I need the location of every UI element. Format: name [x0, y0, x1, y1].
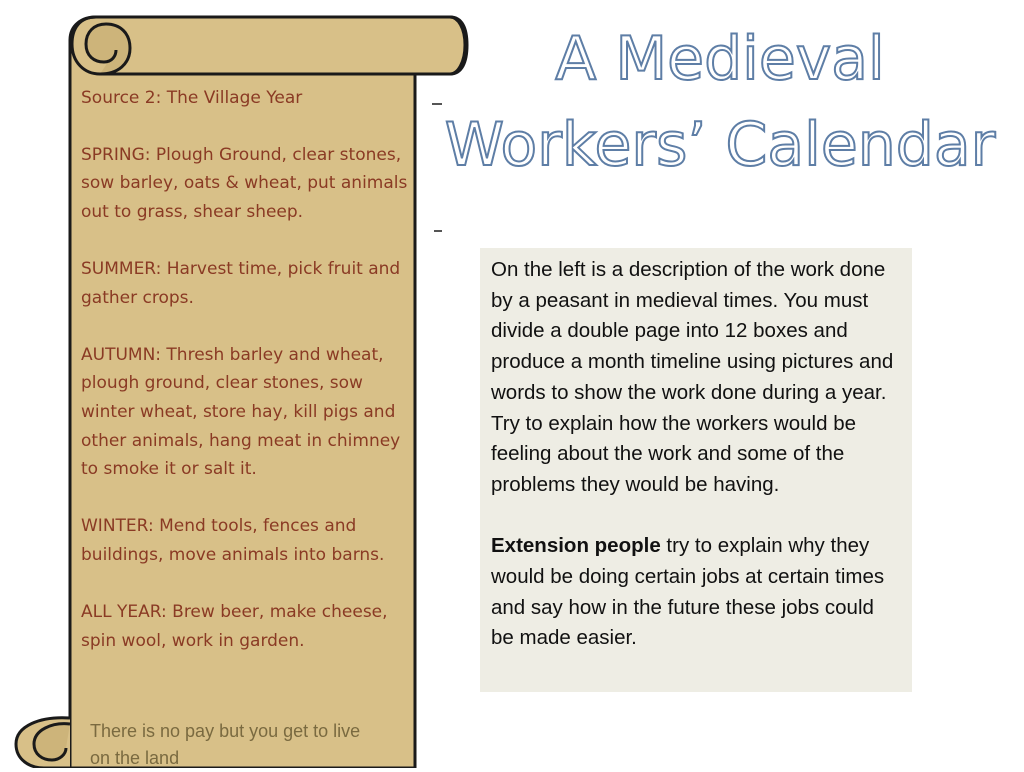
title-line-1: A Medieval — [555, 24, 885, 94]
source-title: Source 2: The Village Year — [81, 88, 303, 108]
extension-paragraph — [491, 531, 902, 654]
task-instructions-box — [480, 248, 912, 692]
village-year-text — [81, 84, 411, 684]
extension-text: try to explain why they would be doing certain jobs at certain times and say how in the future these jobs could be made easier. — [491, 534, 885, 650]
season-winter: WINTER: Mend tools, fences and buildings, move animals into barns. — [81, 516, 385, 565]
stray-mark — [432, 103, 442, 105]
task-paragraph-1: On the left is a description of the work done by a peasant in medieval times. You must divide a double page into 12 boxes and produce a month timeline using pictures and words to show the work done during a year. — [491, 258, 894, 404]
extension-label: Extension people — [491, 534, 661, 558]
season-spring: SPRING: Plough Ground, clear stones, sow barley, oats & wheat, put animals out to grass, shear sheep. — [81, 144, 408, 222]
page-title — [420, 16, 1020, 188]
pay-footnote: There is no pay but you get to live on the land — [90, 721, 361, 768]
season-summer: SUMMER: Harvest time, pick fruit and gather crops. — [81, 258, 401, 308]
title-line-2: Workers’ Calendar — [444, 110, 996, 180]
task-paragraph-2: Try to explain how the workers would be feeling about the work and some of the problems they would be having. — [491, 411, 856, 496]
season-all-year: ALL YEAR: Brew beer, make cheese, spin wool, work in garden. — [81, 602, 388, 651]
stray-mark — [434, 230, 442, 232]
season-autumn: AUTUMN: Thresh barley and wheat, plough ground, clear stones, sow winter wheat, store hay, kill pigs and other animals, hang meat in chimney to smoke it or salt it. — [81, 344, 401, 480]
